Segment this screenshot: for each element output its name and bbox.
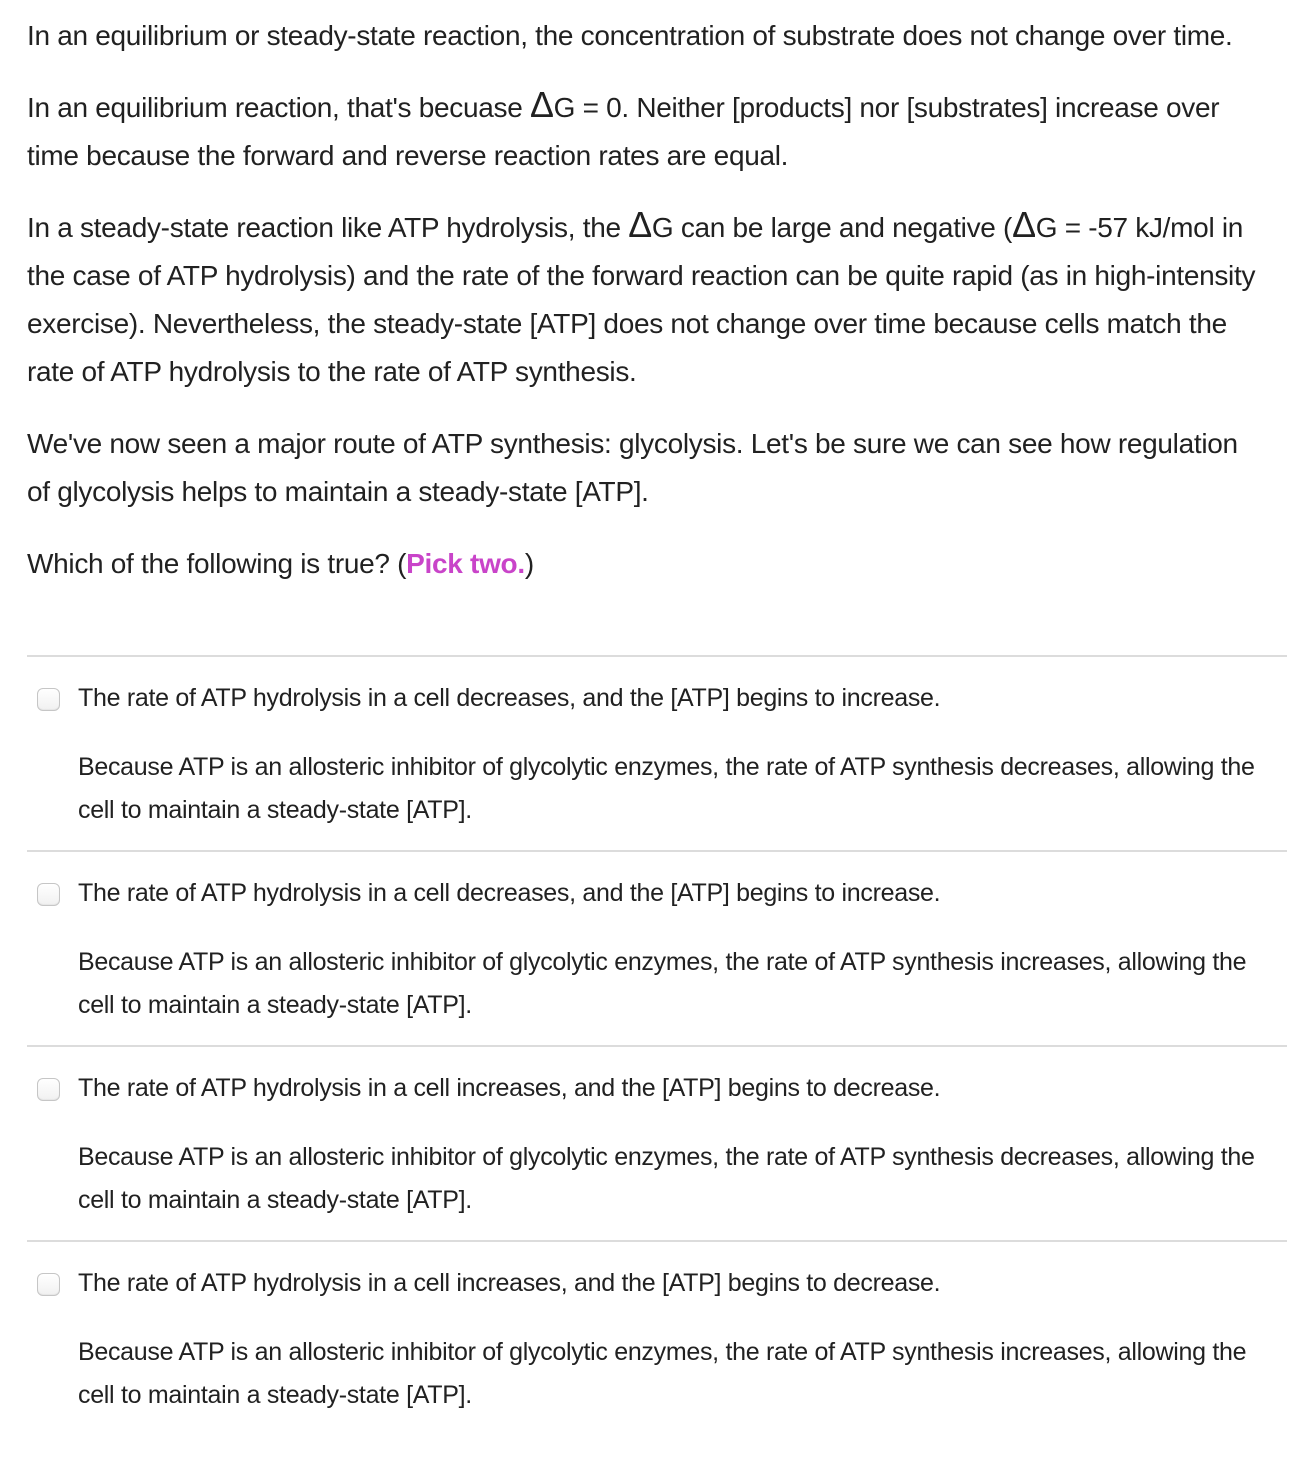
option-statement: The rate of ATP hydrolysis in a cell increases, and the [ATP] begins to decrease. xyxy=(78,1074,941,1102)
option-explanation: Because ATP is an allosteric inhibitor of glycolytic enzymes, the rate of ATP synthesis increases, allowing the cell to maintain a steady-state [ATP]. xyxy=(78,948,1247,1019)
question-prompt-text: Which of the following is true? ( xyxy=(27,548,407,579)
question-prompt-close-paren: ) xyxy=(524,548,534,579)
option-explanation: Because ATP is an allosteric inhibitor of glycolytic enzymes, the rate of ATP synthesis decreases, allowing the cell to maintain a steady-state [ATP]. xyxy=(78,1143,1255,1214)
answer-option-1-text xyxy=(78,677,1287,832)
intro-paragraph-2: In an equilibrium reaction, that's becuase ΔG = 0. Neither [products] nor [substrates] increase over time because the forward and reverse reaction rates are equal. xyxy=(27,85,1220,171)
answer-option-1-checkbox[interactable] xyxy=(37,688,60,711)
option-statement: The rate of ATP hydrolysis in a cell decreases, and the [ATP] begins to increase. xyxy=(78,684,941,712)
answer-option-1[interactable] xyxy=(27,655,1287,850)
answer-option-3[interactable] xyxy=(27,1045,1287,1240)
answer-option-4[interactable] xyxy=(27,1240,1287,1435)
answer-option-4-text xyxy=(78,1262,1287,1417)
intro-paragraph-1: In an equilibrium or steady-state reaction, the concentration of substrate does not change over time. xyxy=(27,20,1233,51)
option-explanation: Because ATP is an allosteric inhibitor of glycolytic enzymes, the rate of ATP synthesis increases, allowing the cell to maintain a steady-state [ATP]. xyxy=(78,1338,1247,1409)
answer-option-2[interactable] xyxy=(27,850,1287,1045)
answer-option-2-text xyxy=(78,872,1287,1027)
intro-paragraph-4: We've now seen a major route of ATP synthesis: glycolysis. Let's be sure we can see how regulation of glycolysis helps to maintain a steady-state [ATP]. xyxy=(27,428,1238,507)
pick-two-emphasis: Pick two. xyxy=(406,548,525,579)
option-explanation: Because ATP is an allosteric inhibitor of glycolytic enzymes, the rate of ATP synthesis decreases, allowing the cell to maintain a steady-state [ATP]. xyxy=(78,753,1255,824)
answer-options xyxy=(27,655,1287,1435)
intro-paragraph-3: In a steady-state reaction like ATP hydrolysis, the ΔG can be large and negative (ΔG = -57 kJ/mol in the case of ATP hydrolysis) and the rate of the forward reaction can be quite rapid (as in high-intensity exercise). Nevertheless, the steady-state [ATP] does not change over time because cells match the rate of ATP hydrolysis to the rate of ATP synthesis. xyxy=(27,205,1256,387)
question-intro xyxy=(27,12,1287,588)
question-prompt xyxy=(27,540,1267,588)
answer-option-3-text xyxy=(78,1067,1287,1222)
answer-option-2-checkbox[interactable] xyxy=(37,883,60,906)
answer-option-4-checkbox[interactable] xyxy=(37,1273,60,1296)
option-statement: The rate of ATP hydrolysis in a cell decreases, and the [ATP] begins to increase. xyxy=(78,879,941,907)
answer-option-3-checkbox[interactable] xyxy=(37,1078,60,1101)
option-statement: The rate of ATP hydrolysis in a cell increases, and the [ATP] begins to decrease. xyxy=(78,1269,941,1297)
